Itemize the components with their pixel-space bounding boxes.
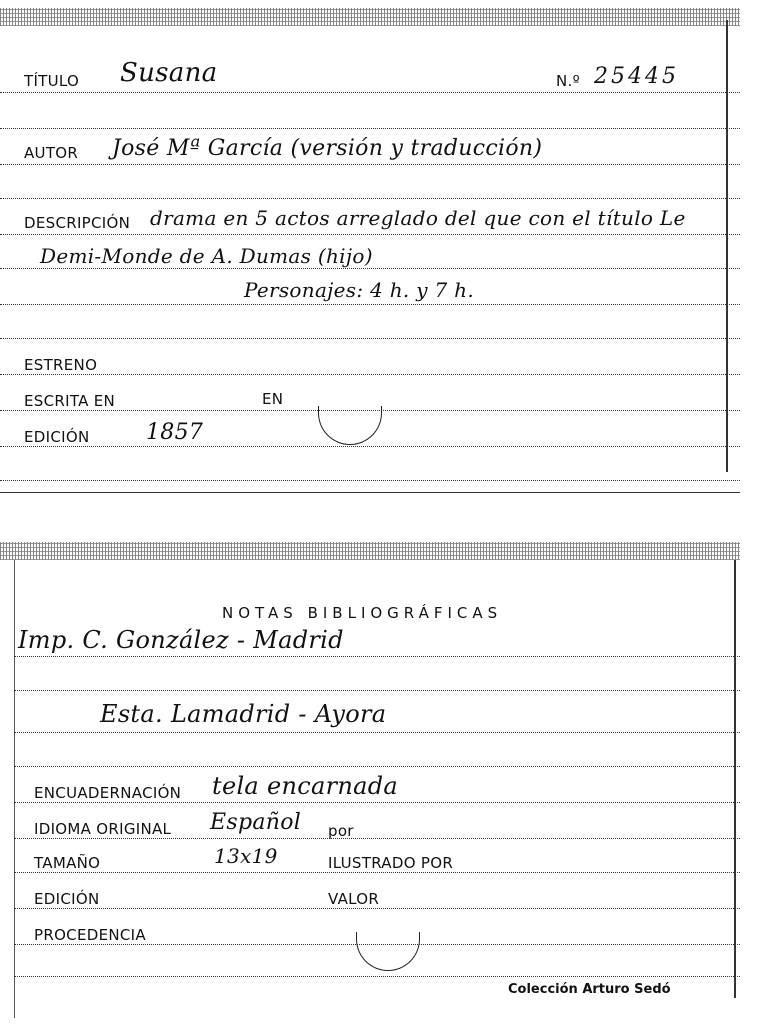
estreno-label: ESTRENO (24, 356, 98, 374)
idioma-value: Español (210, 810, 302, 835)
ruled-line (14, 656, 740, 657)
torn-edge-top (0, 8, 740, 26)
torn-edge-top (0, 542, 740, 560)
valor-label: VALOR (328, 890, 380, 908)
encuadernacion-value: tela encarnada (212, 772, 398, 800)
card-left-border (14, 560, 15, 1018)
ruled-line (0, 338, 740, 339)
ruled-line (0, 198, 740, 199)
notas-heading: NOTAS BIBLIOGRÁFICAS (222, 604, 503, 622)
idioma-label: IDIOMA ORIGINAL (34, 820, 172, 838)
en-label: EN (262, 390, 284, 408)
tamano-value: 13x19 (214, 844, 278, 868)
edicion-value: 1857 (146, 420, 204, 445)
ruled-line (0, 164, 740, 165)
notes-line-1: Imp. C. González - Madrid (18, 626, 344, 654)
ruled-line (14, 976, 740, 977)
card-right-border (726, 20, 728, 472)
card-separator (0, 492, 740, 493)
ruled-line (0, 234, 740, 235)
ruled-line (0, 304, 740, 305)
ruled-line (0, 480, 740, 481)
numero-label: N.º (556, 72, 580, 90)
descripcion-line-2: Demi-Monde de A. Dumas (hijo) (40, 244, 373, 268)
escrita-en-label: ESCRITA EN (24, 392, 116, 410)
ruled-line (14, 838, 740, 839)
descripcion-line-1: drama en 5 actos arreglado del que con el título Le (150, 206, 686, 230)
catalog-card-back (0, 540, 740, 1018)
ruled-line (14, 766, 740, 767)
ruled-line (0, 374, 740, 375)
catalog-card-front (0, 0, 740, 492)
descripcion-label: DESCRIPCIÓN (24, 214, 131, 232)
card-right-border (734, 560, 736, 998)
por-label: por (328, 822, 354, 840)
edicion-label: EDICIÓN (24, 428, 90, 446)
ruled-line (0, 92, 740, 93)
collection-footer: Colección Arturo Sedó (508, 982, 671, 997)
ruled-line (0, 268, 740, 269)
ruled-line (14, 872, 740, 873)
ruled-line (0, 128, 740, 129)
descripcion-line-3: Personajes: 4 h. y 7 h. (244, 278, 475, 302)
numero-value: 25445 (594, 64, 679, 89)
autor-label: AUTOR (24, 144, 79, 162)
ruled-line (14, 732, 740, 733)
ruled-line (14, 802, 740, 803)
punch-hole-mark (318, 406, 382, 445)
ruled-line (0, 446, 740, 447)
ruled-line (14, 908, 740, 909)
edicion-label: EDICIÓN (34, 890, 100, 908)
titulo-label: TÍTULO (24, 72, 80, 90)
punch-hole-mark (356, 932, 420, 971)
notes-line-2: Esta. Lamadrid - Ayora (100, 700, 387, 728)
titulo-value: Susana (120, 58, 218, 88)
procedencia-label: PROCEDENCIA (34, 926, 146, 944)
autor-value: José Mª García (versión y traducción) (112, 136, 543, 161)
encuadernacion-label: ENCUADERNACIÓN (34, 784, 182, 802)
tamano-label: TAMAÑO (34, 854, 101, 872)
ruled-line (14, 690, 740, 691)
ilustrado-label: ILUSTRADO POR (328, 854, 454, 872)
